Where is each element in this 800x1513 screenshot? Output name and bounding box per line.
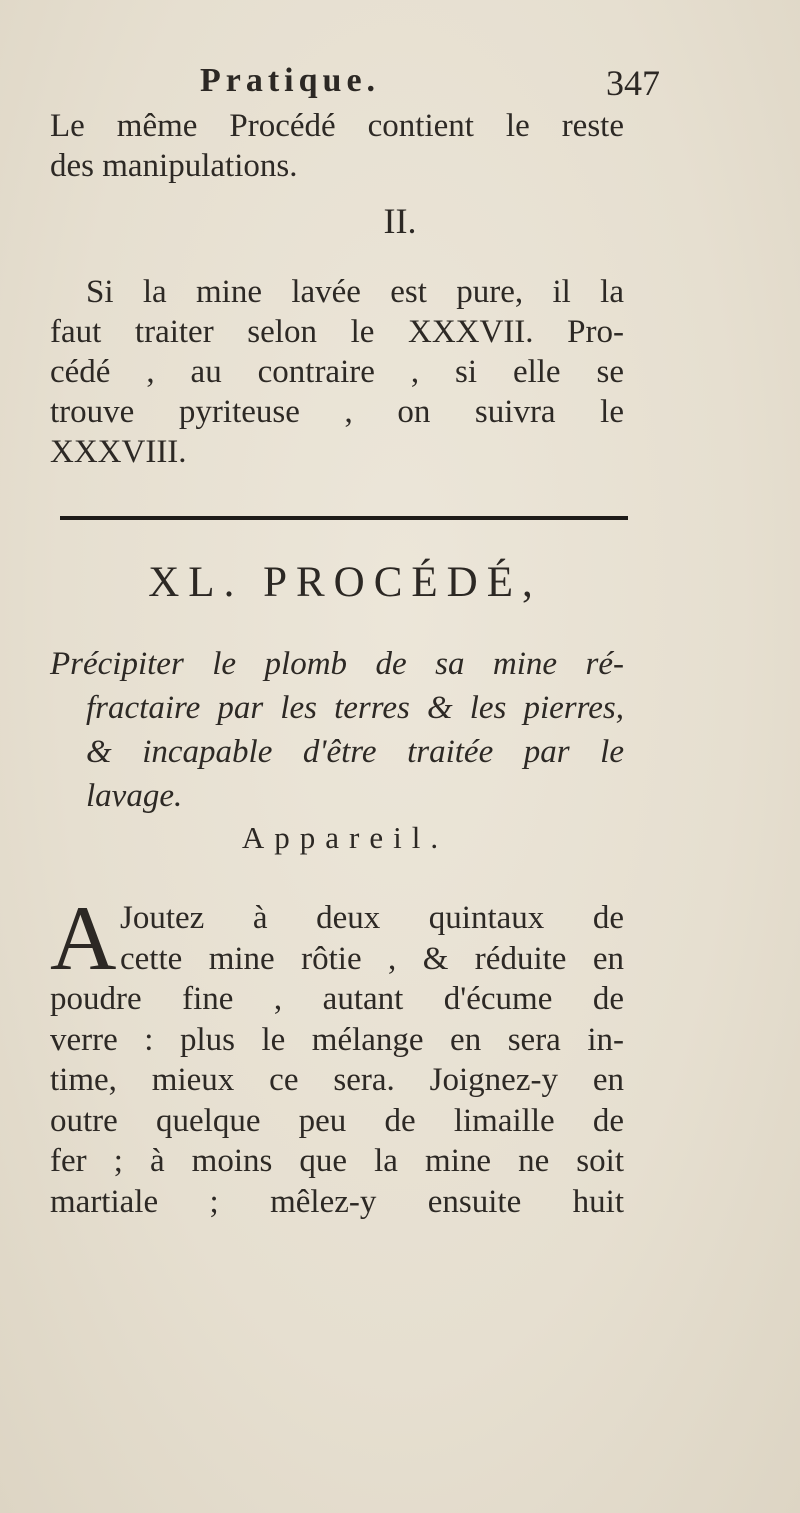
apparatus-heading: Appareil. [241,820,449,855]
text-line: des manipulations. [50,148,298,184]
text-line: fer ; à moins que la mine ne soit [50,1143,624,1179]
text-line: Joutez à deux quintaux de [120,900,624,936]
subtitle-line: fractaire par les terres & les pierres, [86,690,624,726]
section-divider [60,516,628,520]
text-line: time, mieux ce sera. Joignez-y en [50,1062,624,1098]
subtitle-line: & incapable d'être traitée par le [86,734,624,770]
chapter-subtitle [50,642,624,818]
text-line: cette mine rôtie , & réduite en [120,940,624,977]
text-line: verre : plus le mélange en sera in- [50,1021,624,1058]
subtitle-line: Précipiter le plomb de sa mine ré- [50,646,624,682]
text-line: XXXVIII. [50,434,187,470]
text-line: outre quelque peu de limaille de [50,1102,624,1139]
body-paragraph [50,887,624,1222]
section-number: II. [383,201,417,241]
text-line: cédé , au contraire , si elle se [50,354,624,390]
text-line: Le même Procédé contient le reste [50,108,624,144]
text-line: Si la mine lavée est pure, il la [86,274,624,310]
intro-paragraph [50,106,624,186]
running-head [200,62,660,102]
text-line: poudre fine , autant d'écume de [50,981,624,1017]
running-title: Pratique. [200,62,381,99]
chapter-heading: XL. PROCÉDÉ, [148,559,542,606]
text-line: faut traiter selon le XXXVII. Pro- [50,314,624,350]
section-paragraph [50,272,624,472]
drop-cap: A [50,887,117,989]
text-line: martiale ; mêlez-y ensuite huit [50,1183,624,1220]
text-line: trouve pyriteuse , on suivra le [50,394,624,430]
page-number: 347 [606,63,660,103]
subtitle-line: lavage. [86,778,183,814]
